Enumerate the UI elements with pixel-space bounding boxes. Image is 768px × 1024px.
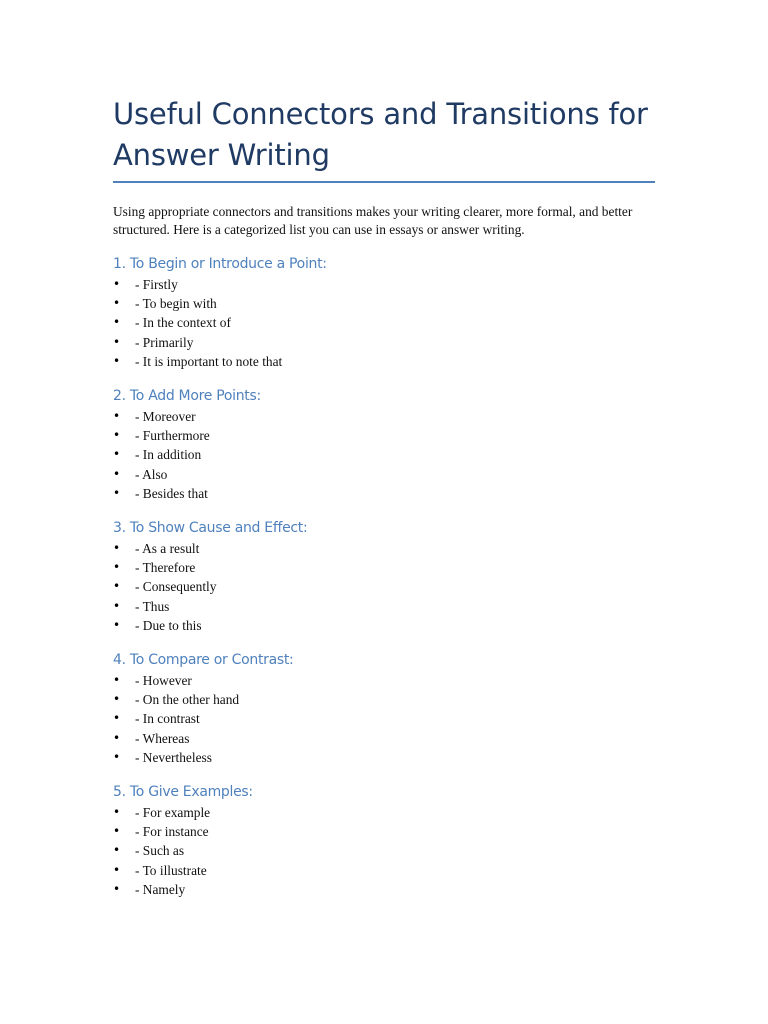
bullet-icon: • <box>113 409 121 424</box>
list-item <box>113 690 655 709</box>
bullet-icon: • <box>113 881 121 896</box>
bullet-icon: • <box>113 296 121 311</box>
item-text: - It is important to note that <box>135 353 283 369</box>
list-item <box>113 484 655 503</box>
list-item <box>113 539 655 558</box>
list-item <box>113 841 655 860</box>
section-heading: 1. To Begin or Introduce a Point: <box>113 256 327 272</box>
connector-list <box>113 275 655 371</box>
bullet-icon: • <box>113 353 121 368</box>
bullet-icon: • <box>113 862 121 877</box>
bullet-icon: • <box>113 617 121 632</box>
list-item <box>113 709 655 728</box>
item-text: - Primarily <box>135 334 194 350</box>
section-add <box>113 387 655 503</box>
bullet-icon: • <box>113 277 121 291</box>
bullet-icon: • <box>113 730 121 745</box>
item-text: - Thus <box>135 598 170 614</box>
section-heading: 2. To Add More Points: <box>113 388 261 405</box>
item-text: - Whereas <box>135 730 190 746</box>
bullet-icon: • <box>113 749 121 764</box>
list-item <box>113 407 655 426</box>
section-heading: 3. To Show Cause and Effect: <box>113 520 308 537</box>
title-underline <box>113 181 655 183</box>
bullet-icon: • <box>113 692 121 707</box>
bullet-icon: • <box>113 711 121 726</box>
list-item <box>113 465 655 484</box>
connector-list <box>113 407 655 503</box>
list-item <box>113 558 655 577</box>
item-text: - Moreover <box>135 409 196 425</box>
bullet-icon: • <box>113 824 121 839</box>
list-item <box>113 880 655 899</box>
bullet-icon: • <box>113 673 121 688</box>
item-text: - Also <box>135 466 168 482</box>
section-begin <box>113 255 655 371</box>
list-item <box>113 822 655 841</box>
bullet-icon: • <box>113 579 121 594</box>
item-text: - Furthermore <box>135 428 210 444</box>
item-text: - Besides that <box>135 485 208 501</box>
list-item <box>113 577 655 596</box>
connector-list <box>113 803 655 899</box>
section-examples <box>113 783 655 899</box>
section-compare-contrast <box>113 651 655 767</box>
item-text: - On the other hand <box>135 692 240 708</box>
list-item <box>113 671 655 690</box>
list-item <box>113 426 655 445</box>
section-heading: 5. To Give Examples: <box>113 784 253 801</box>
connector-list <box>113 671 655 767</box>
list-item <box>113 861 655 880</box>
item-text: - However <box>135 673 192 689</box>
bullet-icon: • <box>113 447 121 462</box>
list-item <box>113 313 655 332</box>
item-text: - Namely <box>135 881 186 897</box>
list-item <box>113 748 655 767</box>
section-heading: 4. To Compare or Contrast: <box>113 652 294 669</box>
document-title: Useful Connectors and Transitions for Answer Writing <box>113 97 648 172</box>
bullet-icon: • <box>113 315 121 330</box>
list-item <box>113 275 655 294</box>
list-item <box>113 333 655 352</box>
bullet-icon: • <box>113 466 121 481</box>
bullet-icon: • <box>113 428 121 443</box>
item-text: - In addition <box>135 447 202 463</box>
list-item <box>113 729 655 748</box>
bullet-icon: • <box>113 560 121 575</box>
list-item <box>113 445 655 464</box>
list-item <box>113 597 655 616</box>
list-item <box>113 352 655 371</box>
section-cause-effect <box>113 519 655 635</box>
item-text: - Such as <box>135 843 185 859</box>
item-text: - Due to this <box>135 617 202 633</box>
intro-paragraph: Using appropriate connectors and transitions makes your writing clearer, more formal, and better structured. Here is a categorized list you can use in essays or answer writing. <box>113 204 633 237</box>
bullet-icon: • <box>113 485 121 500</box>
item-text: - For instance <box>135 824 209 840</box>
item-text: - For example <box>135 805 211 821</box>
bullet-icon: • <box>113 541 121 556</box>
list-item <box>113 294 655 313</box>
list-item <box>113 616 655 635</box>
item-text: - As a result <box>135 541 200 557</box>
document-page <box>113 94 655 899</box>
item-text: - In the context of <box>135 315 231 331</box>
item-text: - To begin with <box>135 296 217 312</box>
item-text: - Therefore <box>135 560 196 576</box>
bullet-icon: • <box>113 843 121 858</box>
list-item <box>113 803 655 822</box>
bullet-icon: • <box>113 598 121 613</box>
bullet-icon: • <box>113 334 121 349</box>
item-text: - Nevertheless <box>135 749 212 765</box>
item-text: - To illustrate <box>135 862 207 878</box>
item-text: - Firstly <box>135 277 178 292</box>
bullet-icon: • <box>113 805 121 820</box>
item-text: - Consequently <box>135 579 217 595</box>
item-text: - In contrast <box>135 711 200 727</box>
connector-list <box>113 539 655 635</box>
